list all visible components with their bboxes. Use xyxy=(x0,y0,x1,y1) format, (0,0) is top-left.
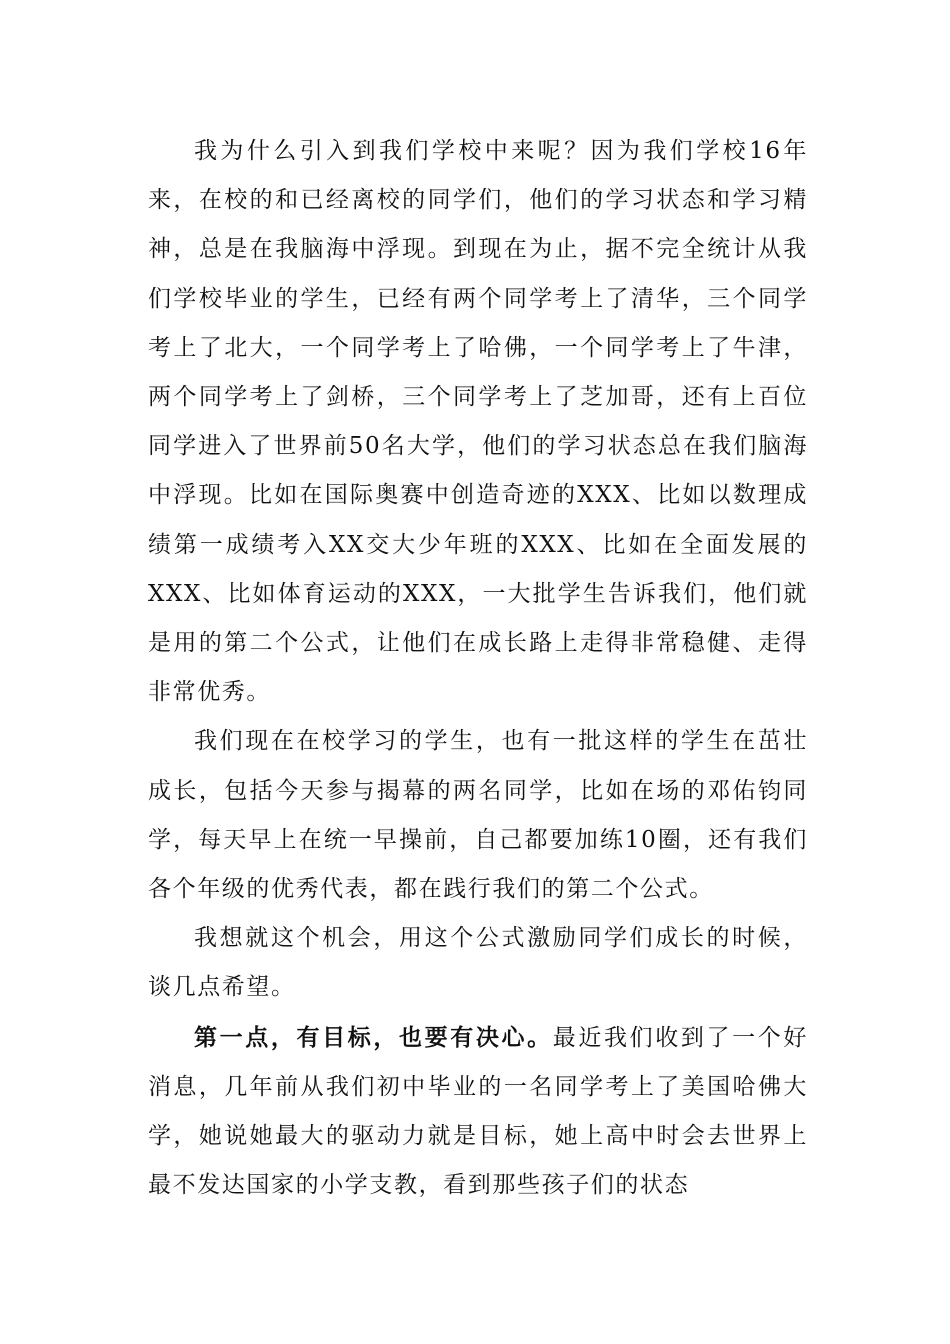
paragraph-4-text: 最近我们收到了一个好消息，几年前从我们初中毕业的一名同学考上了美国哈佛大学，她说她最大的驱动力就是目标，她上高中时会去世界上最不发达国家的小学支教，看到那些孩子们的状态 xyxy=(148,1024,808,1199)
paragraph-4 xyxy=(148,1013,808,1211)
paragraph-1 xyxy=(148,127,808,717)
paragraph-2-text: 我们现在在校学习的学生，也有一批这样的学生在茁壮成长，包括今天参与揭幕的两名同学，比如在场的邓佑钧同学，每天早上在统一早操前，自己都要加练10圈，还有我们各个年级的优秀代表，都在践行我们的第二个公式。 xyxy=(148,728,808,903)
paragraph-2 xyxy=(148,717,808,914)
paragraph-3 xyxy=(148,914,808,1012)
paragraph-1-text: 我为什么引入到我们学校中来呢？因为我们学校16年来，在校的和已经离校的同学们，他们的学习状态和学习精神，总是在我脑海中浮现。到现在为止，据不完全统计从我们学校毕业的学生，已经有两个同学考上了清华，三个同学考上了北大，一个同学考上了哈佛，一个同学考上了牛津，两个同学考上了剑桥，三个同学考上了芝加哥，还有上百位同学进入了世界前50名大学，他们的学习状态总在我们脑海中浮现。比如在国际奥赛中创造奇迹的XXX、比如以数理成绩第一成绩考入XX交大少年班的XXX、比如在全面发展的XXX、比如体育运动的XXX，一大批学生告诉我们，他们就是用的第二个公式，让他们在成长路上走得非常稳健、走得非常优秀。 xyxy=(148,138,808,706)
paragraph-3-text: 我想就这个机会，用这个公式激励同学们成长的时候，谈几点希望。 xyxy=(148,925,808,1001)
paragraph-4-heading: 第一点，有目标，也要有决心。 xyxy=(194,1023,553,1051)
document-page xyxy=(148,127,808,1210)
